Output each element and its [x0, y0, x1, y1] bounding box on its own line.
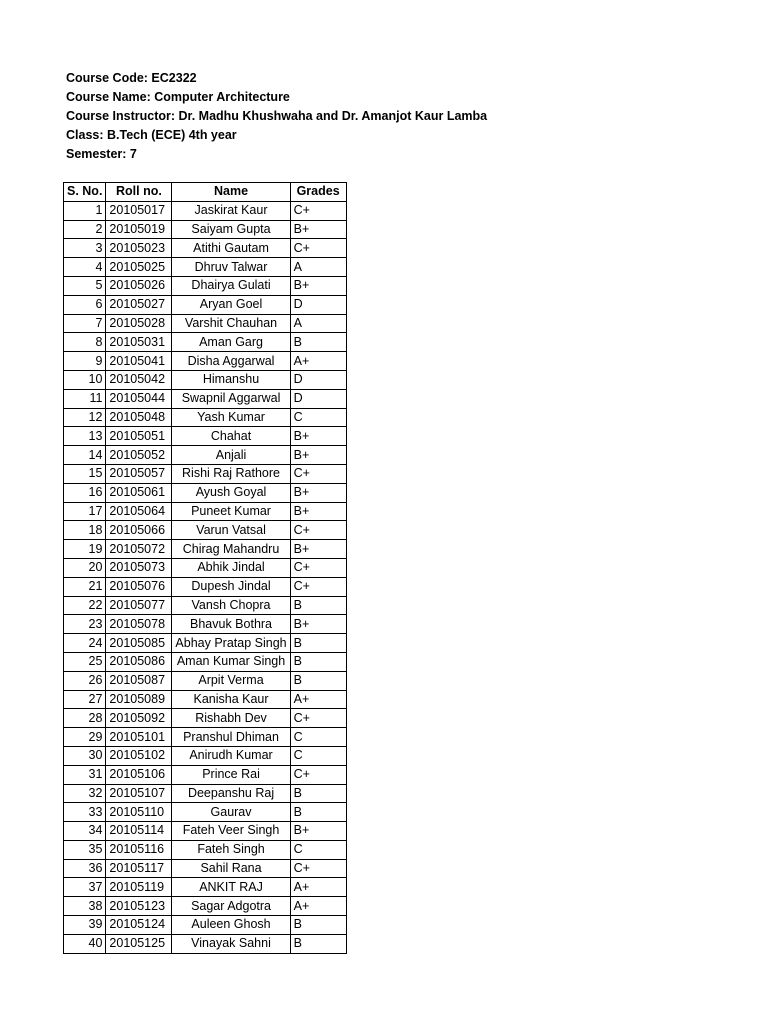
cell-name: Jaskirat Kaur — [172, 201, 290, 220]
cell-grade: B+ — [290, 502, 346, 521]
cell-name: Vinayak Sahni — [172, 934, 290, 953]
cell-grade: B+ — [290, 822, 346, 841]
cell-sno: 17 — [64, 502, 106, 521]
table-row — [64, 690, 347, 709]
cell-roll-no: 20105119 — [106, 878, 172, 897]
cell-name: Pranshul Dhiman — [172, 728, 290, 747]
cell-grade: C+ — [290, 239, 346, 258]
cell-name: Swapnil Aggarwal — [172, 389, 290, 408]
cell-roll-no: 20105017 — [106, 201, 172, 220]
cell-roll-no: 20105092 — [106, 709, 172, 728]
cell-grade: B+ — [290, 540, 346, 559]
cell-roll-no: 20105025 — [106, 258, 172, 277]
cell-grade: A — [290, 258, 346, 277]
cell-name: Dhruv Talwar — [172, 258, 290, 277]
cell-name: Varshit Chauhan — [172, 314, 290, 333]
cell-grade: D — [290, 370, 346, 389]
cell-name: Fateh Singh — [172, 840, 290, 859]
cell-name: Saiyam Gupta — [172, 220, 290, 239]
cell-sno: 40 — [64, 934, 106, 953]
cell-roll-no: 20105124 — [106, 916, 172, 935]
cell-grade: B — [290, 916, 346, 935]
table-row — [64, 728, 347, 747]
cell-roll-no: 20105052 — [106, 446, 172, 465]
cell-sno: 30 — [64, 746, 106, 765]
cell-grade: C — [290, 746, 346, 765]
cell-roll-no: 20105019 — [106, 220, 172, 239]
cell-name: Ayush Goyal — [172, 483, 290, 502]
table-row — [64, 464, 347, 483]
cell-name: Sagar Adgotra — [172, 897, 290, 916]
cell-sno: 28 — [64, 709, 106, 728]
table-row — [64, 239, 347, 258]
cell-sno: 18 — [64, 521, 106, 540]
table-row — [64, 934, 347, 953]
cell-sno: 25 — [64, 652, 106, 671]
cell-sno: 5 — [64, 276, 106, 295]
cell-roll-no: 20105125 — [106, 934, 172, 953]
cell-grade: C — [290, 728, 346, 747]
cell-name: Abhik Jindal — [172, 558, 290, 577]
cell-grade: D — [290, 389, 346, 408]
cell-name: Anjali — [172, 446, 290, 465]
table-row — [64, 746, 347, 765]
cell-sno: 7 — [64, 314, 106, 333]
cell-name: Dupesh Jindal — [172, 577, 290, 596]
cell-sno: 6 — [64, 295, 106, 314]
semester-info: Semester: 7 — [66, 147, 137, 161]
cell-name: Aman Garg — [172, 333, 290, 352]
cell-grade: C+ — [290, 558, 346, 577]
cell-roll-no: 20105087 — [106, 671, 172, 690]
cell-sno: 10 — [64, 370, 106, 389]
cell-roll-no: 20105023 — [106, 239, 172, 258]
cell-sno: 21 — [64, 577, 106, 596]
table-header-row — [64, 183, 347, 202]
cell-sno: 32 — [64, 784, 106, 803]
cell-grade: C+ — [290, 709, 346, 728]
table-row — [64, 314, 347, 333]
cell-name: Rishi Raj Rathore — [172, 464, 290, 483]
table-row — [64, 634, 347, 653]
cell-roll-no: 20105027 — [106, 295, 172, 314]
table-row — [64, 916, 347, 935]
cell-name: Sahil Rana — [172, 859, 290, 878]
cell-grade: B+ — [290, 615, 346, 634]
table-row — [64, 389, 347, 408]
table-row — [64, 352, 347, 371]
table-row — [64, 540, 347, 559]
cell-grade: C+ — [290, 521, 346, 540]
cell-name: Aryan Goel — [172, 295, 290, 314]
table-row — [64, 897, 347, 916]
table-row — [64, 295, 347, 314]
cell-grade: B — [290, 671, 346, 690]
cell-grade: B — [290, 634, 346, 653]
table-row — [64, 220, 347, 239]
cell-sno: 13 — [64, 427, 106, 446]
cell-grade: C+ — [290, 765, 346, 784]
table-row — [64, 333, 347, 352]
column-header-grades: Grades — [290, 183, 346, 202]
table-row — [64, 446, 347, 465]
table-row — [64, 784, 347, 803]
cell-name: Chahat — [172, 427, 290, 446]
cell-sno: 16 — [64, 483, 106, 502]
table-body — [64, 201, 347, 953]
cell-grade: B — [290, 803, 346, 822]
table-row — [64, 859, 347, 878]
cell-name: Arpit Verma — [172, 671, 290, 690]
cell-sno: 1 — [64, 201, 106, 220]
cell-sno: 36 — [64, 859, 106, 878]
grades-table — [63, 182, 347, 954]
cell-sno: 31 — [64, 765, 106, 784]
table-row — [64, 370, 347, 389]
cell-sno: 39 — [64, 916, 106, 935]
cell-grade: C+ — [290, 859, 346, 878]
cell-sno: 11 — [64, 389, 106, 408]
cell-roll-no: 20105101 — [106, 728, 172, 747]
table-row — [64, 502, 347, 521]
cell-sno: 20 — [64, 558, 106, 577]
cell-roll-no: 20105077 — [106, 596, 172, 615]
cell-grade: A+ — [290, 897, 346, 916]
cell-grade: D — [290, 295, 346, 314]
cell-sno: 34 — [64, 822, 106, 841]
cell-grade: A+ — [290, 352, 346, 371]
table-row — [64, 596, 347, 615]
cell-sno: 8 — [64, 333, 106, 352]
table-row — [64, 803, 347, 822]
cell-grade: B+ — [290, 276, 346, 295]
cell-sno: 26 — [64, 671, 106, 690]
table-row — [64, 276, 347, 295]
cell-grade: C — [290, 840, 346, 859]
course-name: Course Name: Computer Architecture — [66, 90, 290, 104]
cell-roll-no: 20105110 — [106, 803, 172, 822]
cell-grade: A+ — [290, 878, 346, 897]
cell-name: ANKIT RAJ — [172, 878, 290, 897]
cell-sno: 35 — [64, 840, 106, 859]
cell-name: Auleen Ghosh — [172, 916, 290, 935]
course-code: Course Code: EC2322 — [66, 71, 197, 85]
cell-name: Vansh Chopra — [172, 596, 290, 615]
cell-roll-no: 20105107 — [106, 784, 172, 803]
cell-name: Atithi Gautam — [172, 239, 290, 258]
cell-grade: C+ — [290, 577, 346, 596]
cell-name: Puneet Kumar — [172, 502, 290, 521]
cell-sno: 15 — [64, 464, 106, 483]
cell-name: Yash Kumar — [172, 408, 290, 427]
cell-roll-no: 20105044 — [106, 389, 172, 408]
cell-sno: 22 — [64, 596, 106, 615]
cell-name: Bhavuk Bothra — [172, 615, 290, 634]
table-row — [64, 822, 347, 841]
cell-name: Varun Vatsal — [172, 521, 290, 540]
table-row — [64, 258, 347, 277]
cell-roll-no: 20105106 — [106, 765, 172, 784]
cell-roll-no: 20105078 — [106, 615, 172, 634]
cell-roll-no: 20105042 — [106, 370, 172, 389]
cell-name: Disha Aggarwal — [172, 352, 290, 371]
table-row — [64, 521, 347, 540]
cell-roll-no: 20105089 — [106, 690, 172, 709]
cell-grade: C+ — [290, 464, 346, 483]
cell-sno: 27 — [64, 690, 106, 709]
table-row — [64, 840, 347, 859]
cell-sno: 2 — [64, 220, 106, 239]
cell-roll-no: 20105114 — [106, 822, 172, 841]
cell-name: Chirag Mahandru — [172, 540, 290, 559]
table-row — [64, 615, 347, 634]
cell-roll-no: 20105064 — [106, 502, 172, 521]
cell-sno: 3 — [64, 239, 106, 258]
cell-roll-no: 20105072 — [106, 540, 172, 559]
cell-grade: B+ — [290, 427, 346, 446]
cell-roll-no: 20105041 — [106, 352, 172, 371]
column-header-sno: S. No. — [64, 183, 106, 202]
cell-name: Abhay Pratap Singh — [172, 634, 290, 653]
cell-roll-no: 20105102 — [106, 746, 172, 765]
cell-name: Fateh Veer Singh — [172, 822, 290, 841]
cell-grade: A+ — [290, 690, 346, 709]
table-row — [64, 427, 347, 446]
cell-sno: 37 — [64, 878, 106, 897]
cell-name: Gaurav — [172, 803, 290, 822]
cell-sno: 38 — [64, 897, 106, 916]
cell-sno: 29 — [64, 728, 106, 747]
table-row — [64, 408, 347, 427]
cell-name: Rishabh Dev — [172, 709, 290, 728]
cell-grade: B — [290, 934, 346, 953]
cell-name: Aman Kumar Singh — [172, 652, 290, 671]
cell-roll-no: 20105086 — [106, 652, 172, 671]
cell-grade: C+ — [290, 201, 346, 220]
cell-name: Deepanshu Raj — [172, 784, 290, 803]
cell-roll-no: 20105028 — [106, 314, 172, 333]
cell-roll-no: 20105051 — [106, 427, 172, 446]
cell-sno: 19 — [64, 540, 106, 559]
cell-roll-no: 20105031 — [106, 333, 172, 352]
column-header-roll: Roll no. — [106, 183, 172, 202]
course-header — [66, 69, 487, 164]
table-row — [64, 765, 347, 784]
cell-roll-no: 20105123 — [106, 897, 172, 916]
cell-roll-no: 20105026 — [106, 276, 172, 295]
cell-sno: 9 — [64, 352, 106, 371]
table-row — [64, 558, 347, 577]
cell-grade: B — [290, 596, 346, 615]
cell-grade: B — [290, 652, 346, 671]
column-header-name: Name — [172, 183, 290, 202]
cell-roll-no: 20105061 — [106, 483, 172, 502]
table-row — [64, 201, 347, 220]
table-row — [64, 709, 347, 728]
cell-roll-no: 20105076 — [106, 577, 172, 596]
cell-grade: C — [290, 408, 346, 427]
cell-name: Anirudh Kumar — [172, 746, 290, 765]
cell-grade: A — [290, 314, 346, 333]
class-info: Class: B.Tech (ECE) 4th year — [66, 128, 237, 142]
cell-roll-no: 20105057 — [106, 464, 172, 483]
cell-roll-no: 20105117 — [106, 859, 172, 878]
table-row — [64, 652, 347, 671]
cell-roll-no: 20105116 — [106, 840, 172, 859]
cell-name: Himanshu — [172, 370, 290, 389]
cell-grade: B+ — [290, 446, 346, 465]
cell-name: Dhairya Gulati — [172, 276, 290, 295]
cell-sno: 33 — [64, 803, 106, 822]
cell-grade: B — [290, 333, 346, 352]
cell-roll-no: 20105066 — [106, 521, 172, 540]
cell-roll-no: 20105073 — [106, 558, 172, 577]
cell-sno: 23 — [64, 615, 106, 634]
table-row — [64, 878, 347, 897]
cell-grade: B+ — [290, 483, 346, 502]
cell-roll-no: 20105085 — [106, 634, 172, 653]
cell-roll-no: 20105048 — [106, 408, 172, 427]
cell-sno: 24 — [64, 634, 106, 653]
cell-name: Prince Rai — [172, 765, 290, 784]
course-instructor: Course Instructor: Dr. Madhu Khushwaha and Dr. Amanjot Kaur Lamba — [66, 109, 488, 123]
cell-grade: B — [290, 784, 346, 803]
cell-sno: 14 — [64, 446, 106, 465]
cell-sno: 12 — [64, 408, 106, 427]
cell-name: Kanisha Kaur — [172, 690, 290, 709]
cell-grade: B+ — [290, 220, 346, 239]
table-row — [64, 483, 347, 502]
cell-sno: 4 — [64, 258, 106, 277]
table-row — [64, 577, 347, 596]
table-row — [64, 671, 347, 690]
